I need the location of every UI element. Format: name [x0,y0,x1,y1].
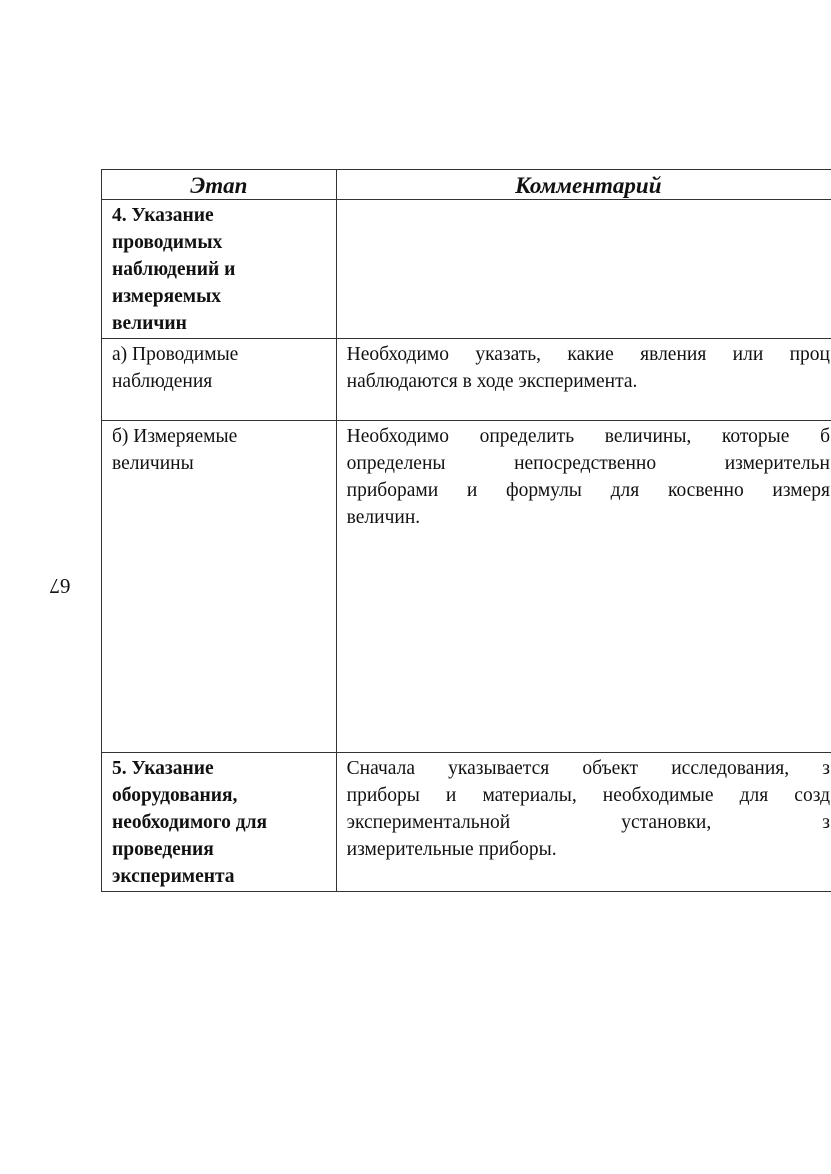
comment-line: Сначала указывается объект исследования, з [346,758,830,779]
header-stage: Этап [102,170,337,200]
stage-line: величин [112,313,187,334]
comment-line: измерительные приборы. [346,839,557,860]
stage-line: величины [112,453,194,474]
stage-line: измеряемых [112,286,222,307]
stage-line: проведения [112,839,214,860]
stage-cell [102,421,337,753]
stage-cell [102,339,337,421]
page-number: 67 [49,574,71,598]
comment-cell [336,753,831,892]
comment-line: приборы и материалы, необходимые для созд [346,785,830,806]
table-row [102,753,831,892]
stage-line: необходимого для [112,812,268,833]
table-header-row [102,170,831,200]
comment-line: Необходимо определить величины, которые б [346,426,830,447]
stage-line: наблюдений и [112,259,236,280]
table-row [102,421,831,753]
header-comment: Комментарий [336,170,831,200]
comment-line: величин. [346,507,421,528]
comment-cell [336,339,831,421]
table-row [102,339,831,421]
stage-line: 4. Указание [112,205,214,226]
stage-line: оборудования, [112,785,238,806]
stage-cell [102,753,337,892]
stage-cell [102,200,337,339]
comment-line: наблюдаются в ходе эксперимента. [346,371,638,392]
stage-line: наблюдения [112,371,213,392]
table-row [102,200,831,339]
stage-line: а) Проводимые [112,344,239,365]
comment-cell [336,200,831,339]
comment-line: приборами и формулы для косвенно измеря [346,480,830,501]
stage-line: б) Измеряемые [112,426,238,447]
stage-line: эксперимента [112,866,235,887]
comment-line: экспериментальной установки, з [346,812,830,833]
stage-comment-table [101,169,831,892]
comment-line: определены непосредственно измерительн [346,453,830,474]
stage-line: 5. Указание [112,758,214,779]
comment-line: Необходимо указать, какие явления или проц [346,344,830,365]
stage-line: проводимых [112,232,223,253]
comment-cell [336,421,831,753]
